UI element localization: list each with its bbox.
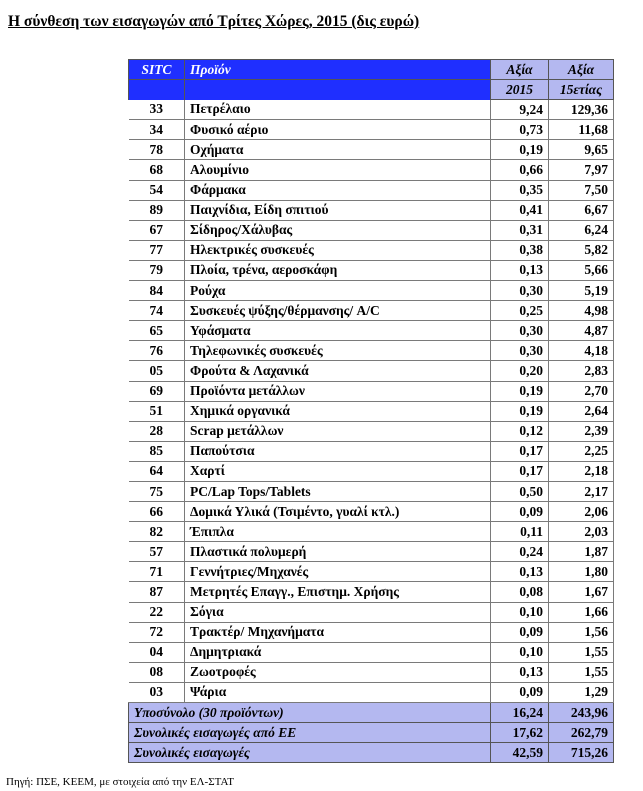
summary-label-cell: Συνολικές εισαγωγές xyxy=(129,743,491,763)
value-2015-cell: 0,19 xyxy=(491,140,549,160)
value-2015-cell: 0,17 xyxy=(491,441,549,461)
product-name-cell: Σόγια xyxy=(185,602,491,622)
product-name-cell: Προϊόντα μετάλλων xyxy=(185,381,491,401)
value-2015-cell: 0,12 xyxy=(491,421,549,441)
table-row xyxy=(129,622,614,642)
value-2015-cell: 0,19 xyxy=(491,381,549,401)
sitc-code-cell: 03 xyxy=(129,682,185,702)
value-2015-cell: 0,30 xyxy=(491,321,549,341)
value-2015-cell: 0,10 xyxy=(491,602,549,622)
product-name-cell: Ζωοτροφές xyxy=(185,662,491,682)
summary-label-cell: Συνολικές εισαγωγές από ΕΕ xyxy=(129,723,491,743)
summary-value-2015-cell: 16,24 xyxy=(491,703,549,723)
value-2015-cell: 0,30 xyxy=(491,281,549,301)
summary-value-15y-cell: 243,96 xyxy=(549,703,614,723)
table-row xyxy=(129,180,614,200)
product-name-cell: Χαρτί xyxy=(185,461,491,481)
source-note: Πηγή: ΠΣΕ, ΚΕΕΜ, με στοιχεία από την ΕΛ-ΣΤΑΤ xyxy=(6,776,234,788)
value-15y-cell: 5,82 xyxy=(549,240,614,260)
table-row xyxy=(129,421,614,441)
product-name-cell: Συσκευές ψύξης/θέρμανσης/ A/C xyxy=(185,301,491,321)
value-15y-cell: 1,67 xyxy=(549,582,614,602)
table-row xyxy=(129,361,614,381)
page-title: Η σύνθεση των εισαγωγών από Τρίτες Χώρες, 2015 (δις ευρώ) xyxy=(8,13,420,30)
product-name-cell: Ηλεκτρικές συσκευές xyxy=(185,240,491,260)
value-2015-cell: 0,66 xyxy=(491,160,549,180)
value-2015-cell: 0,20 xyxy=(491,361,549,381)
table-header-row xyxy=(129,60,614,80)
value-15y-cell: 5,66 xyxy=(549,260,614,280)
sitc-code-cell: 82 xyxy=(129,522,185,542)
table-row xyxy=(129,582,614,602)
value-2015-cell: 0,35 xyxy=(491,180,549,200)
sitc-code-cell: 75 xyxy=(129,481,185,501)
value-15y-cell: 1,55 xyxy=(549,642,614,662)
value-2015-cell: 0,13 xyxy=(491,260,549,280)
summary-value-2015-cell: 17,62 xyxy=(491,723,549,743)
value-15y-cell: 6,24 xyxy=(549,220,614,240)
table-row xyxy=(129,301,614,321)
sitc-code-cell: 51 xyxy=(129,401,185,421)
sitc-code-cell: 67 xyxy=(129,220,185,240)
summary-row xyxy=(129,743,614,763)
product-name-cell: Ρούχα xyxy=(185,281,491,301)
value-2015-cell: 9,24 xyxy=(491,100,549,120)
value-15y-cell: 7,50 xyxy=(549,180,614,200)
value-2015-cell: 0,08 xyxy=(491,582,549,602)
table-row xyxy=(129,160,614,180)
product-name-cell: Αλουμίνιο xyxy=(185,160,491,180)
product-name-cell: Φυσικό αέριο xyxy=(185,120,491,140)
value-15y-cell: 2,06 xyxy=(549,502,614,522)
product-name-cell: Ψάρια xyxy=(185,682,491,702)
value-15y-cell: 9,65 xyxy=(549,140,614,160)
sitc-code-cell: 74 xyxy=(129,301,185,321)
table-row xyxy=(129,642,614,662)
value-15y-cell: 1,55 xyxy=(549,662,614,682)
product-name-cell: Παπούτσια xyxy=(185,441,491,461)
value-2015-cell: 0,11 xyxy=(491,522,549,542)
product-name-cell: Πετρέλαιο xyxy=(185,100,491,120)
table-row xyxy=(129,381,614,401)
sitc-code-cell: 69 xyxy=(129,381,185,401)
summary-value-2015-cell: 42,59 xyxy=(491,743,549,763)
product-name-cell: Σίδηρος/Χάλυβας xyxy=(185,220,491,240)
product-name-cell: Οχήματα xyxy=(185,140,491,160)
value-15y-cell: 1,29 xyxy=(549,682,614,702)
value-2015-cell: 0,73 xyxy=(491,120,549,140)
sitc-code-cell: 34 xyxy=(129,120,185,140)
product-name-cell: Τηλεφωνικές συσκευές xyxy=(185,341,491,361)
value-15y-cell: 6,67 xyxy=(549,200,614,220)
value-15y-cell: 4,18 xyxy=(549,341,614,361)
value-2015-cell: 0,25 xyxy=(491,301,549,321)
value-15y-cell: 129,36 xyxy=(549,100,614,120)
value-header: Αξία xyxy=(491,60,549,80)
table-row xyxy=(129,542,614,562)
sitc-code-cell: 79 xyxy=(129,260,185,280)
value-2015-cell: 0,17 xyxy=(491,461,549,481)
value-15y-cell: 1,80 xyxy=(549,562,614,582)
sitc-code-cell: 66 xyxy=(129,502,185,522)
sitc-code-cell: 87 xyxy=(129,582,185,602)
sitc-code-cell: 72 xyxy=(129,622,185,642)
value-2015-cell: 0,41 xyxy=(491,200,549,220)
sitc-code-cell: 65 xyxy=(129,321,185,341)
sitc-code-cell: 71 xyxy=(129,562,185,582)
sitc-code-cell: 89 xyxy=(129,200,185,220)
table-row xyxy=(129,481,614,501)
value-2015-cell: 0,50 xyxy=(491,481,549,501)
value-15y-cell: 5,19 xyxy=(549,281,614,301)
product-subheader xyxy=(185,80,491,100)
value-2015-cell: 0,09 xyxy=(491,682,549,702)
value-15y-cell: 2,70 xyxy=(549,381,614,401)
value-2015-cell: 0,19 xyxy=(491,401,549,421)
sitc-code-cell: 33 xyxy=(129,100,185,120)
value-15y-cell: 2,03 xyxy=(549,522,614,542)
value-15y-cell: 2,39 xyxy=(549,421,614,441)
product-name-cell: Χημικά οργανικά xyxy=(185,401,491,421)
table-row xyxy=(129,441,614,461)
sitc-code-cell: 28 xyxy=(129,421,185,441)
value-2015-cell: 0,24 xyxy=(491,542,549,562)
product-name-cell: Δημητριακά xyxy=(185,642,491,662)
product-name-cell: Παιχνίδια, Είδη σπιτιού xyxy=(185,200,491,220)
table-row xyxy=(129,200,614,220)
sitc-code-cell: 57 xyxy=(129,542,185,562)
value-2015-cell: 0,38 xyxy=(491,240,549,260)
sitc-code-cell: 68 xyxy=(129,160,185,180)
table-row xyxy=(129,662,614,682)
value-15y-cell: 7,97 xyxy=(549,160,614,180)
table-row xyxy=(129,140,614,160)
value-2015-cell: 0,31 xyxy=(491,220,549,240)
table-row xyxy=(129,461,614,481)
product-name-cell: Πλοία, τρένα, αεροσκάφη xyxy=(185,260,491,280)
summary-value-15y-cell: 262,79 xyxy=(549,723,614,743)
product-name-cell: Πλαστικά πολυμερή xyxy=(185,542,491,562)
product-name-cell: Μετρητές Επαγγ., Επιστημ. Χρήσης xyxy=(185,582,491,602)
product-name-cell: Φάρμακα xyxy=(185,180,491,200)
table-row xyxy=(129,522,614,542)
table-subheader-row xyxy=(129,80,614,100)
summary-row xyxy=(129,723,614,743)
sitc-code-cell: 54 xyxy=(129,180,185,200)
sitc-subheader xyxy=(129,80,185,100)
product-name-cell: Υφάσματα xyxy=(185,321,491,341)
table-row xyxy=(129,260,614,280)
sitc-code-cell: 76 xyxy=(129,341,185,361)
value-15y-cell: 11,68 xyxy=(549,120,614,140)
sitc-code-cell: 22 xyxy=(129,602,185,622)
value-15y-cell: 2,64 xyxy=(549,401,614,421)
product-name-cell: Έπιπλα xyxy=(185,522,491,542)
value-15y-cell: 2,83 xyxy=(549,361,614,381)
value-2015-cell: 0,09 xyxy=(491,502,549,522)
value-15y-cell: 1,66 xyxy=(549,602,614,622)
value-2015-cell: 0,13 xyxy=(491,662,549,682)
table-row xyxy=(129,341,614,361)
sitc-code-cell: 05 xyxy=(129,361,185,381)
value-2015-cell: 0,10 xyxy=(491,642,549,662)
table-row xyxy=(129,100,614,120)
table-row xyxy=(129,220,614,240)
product-name-cell: Φρούτα & Λαχανικά xyxy=(185,361,491,381)
sitc-code-cell: 77 xyxy=(129,240,185,260)
imports-table xyxy=(128,59,614,763)
table-row xyxy=(129,321,614,341)
sitc-code-cell: 85 xyxy=(129,441,185,461)
value-2015-cell: 0,30 xyxy=(491,341,549,361)
value-15y-cell: 2,17 xyxy=(549,481,614,501)
value-15y-cell: 2,25 xyxy=(549,441,614,461)
table-row xyxy=(129,682,614,702)
table-row xyxy=(129,401,614,421)
product-name-cell: Τρακτέρ/ Μηχανήματα xyxy=(185,622,491,642)
table-row xyxy=(129,562,614,582)
table-row xyxy=(129,240,614,260)
sitc-code-cell: 08 xyxy=(129,662,185,682)
year-subheader: 2015 xyxy=(491,80,549,100)
summary-label-cell: Υποσύνολο (30 προϊόντων) xyxy=(129,703,491,723)
product-name-cell: Δομικά Υλικά (Τσιμέντο, γυαλί κτλ.) xyxy=(185,502,491,522)
product-name-cell: Γεννήτριες/Μηχανές xyxy=(185,562,491,582)
value-15y-cell: 4,87 xyxy=(549,321,614,341)
period-subheader: 15ετίας xyxy=(549,80,614,100)
value-15y-cell: 2,18 xyxy=(549,461,614,481)
sitc-code-cell: 64 xyxy=(129,461,185,481)
table-row xyxy=(129,120,614,140)
product-name-cell: PC/Lap Tops/Tablets xyxy=(185,481,491,501)
summary-row xyxy=(129,703,614,723)
product-header: Προϊόν xyxy=(185,60,491,80)
sitc-header: SITC xyxy=(129,60,185,80)
sitc-code-cell: 84 xyxy=(129,281,185,301)
value-15y-cell: 1,56 xyxy=(549,622,614,642)
value-15y-cell: 4,98 xyxy=(549,301,614,321)
table-row xyxy=(129,281,614,301)
value-2015-cell: 0,09 xyxy=(491,622,549,642)
value-2015-cell: 0,13 xyxy=(491,562,549,582)
sitc-code-cell: 04 xyxy=(129,642,185,662)
table-row xyxy=(129,502,614,522)
table-row xyxy=(129,602,614,622)
value15-header: Αξία xyxy=(549,60,614,80)
value-15y-cell: 1,87 xyxy=(549,542,614,562)
product-name-cell: Scrap μετάλλων xyxy=(185,421,491,441)
summary-value-15y-cell: 715,26 xyxy=(549,743,614,763)
sitc-code-cell: 78 xyxy=(129,140,185,160)
